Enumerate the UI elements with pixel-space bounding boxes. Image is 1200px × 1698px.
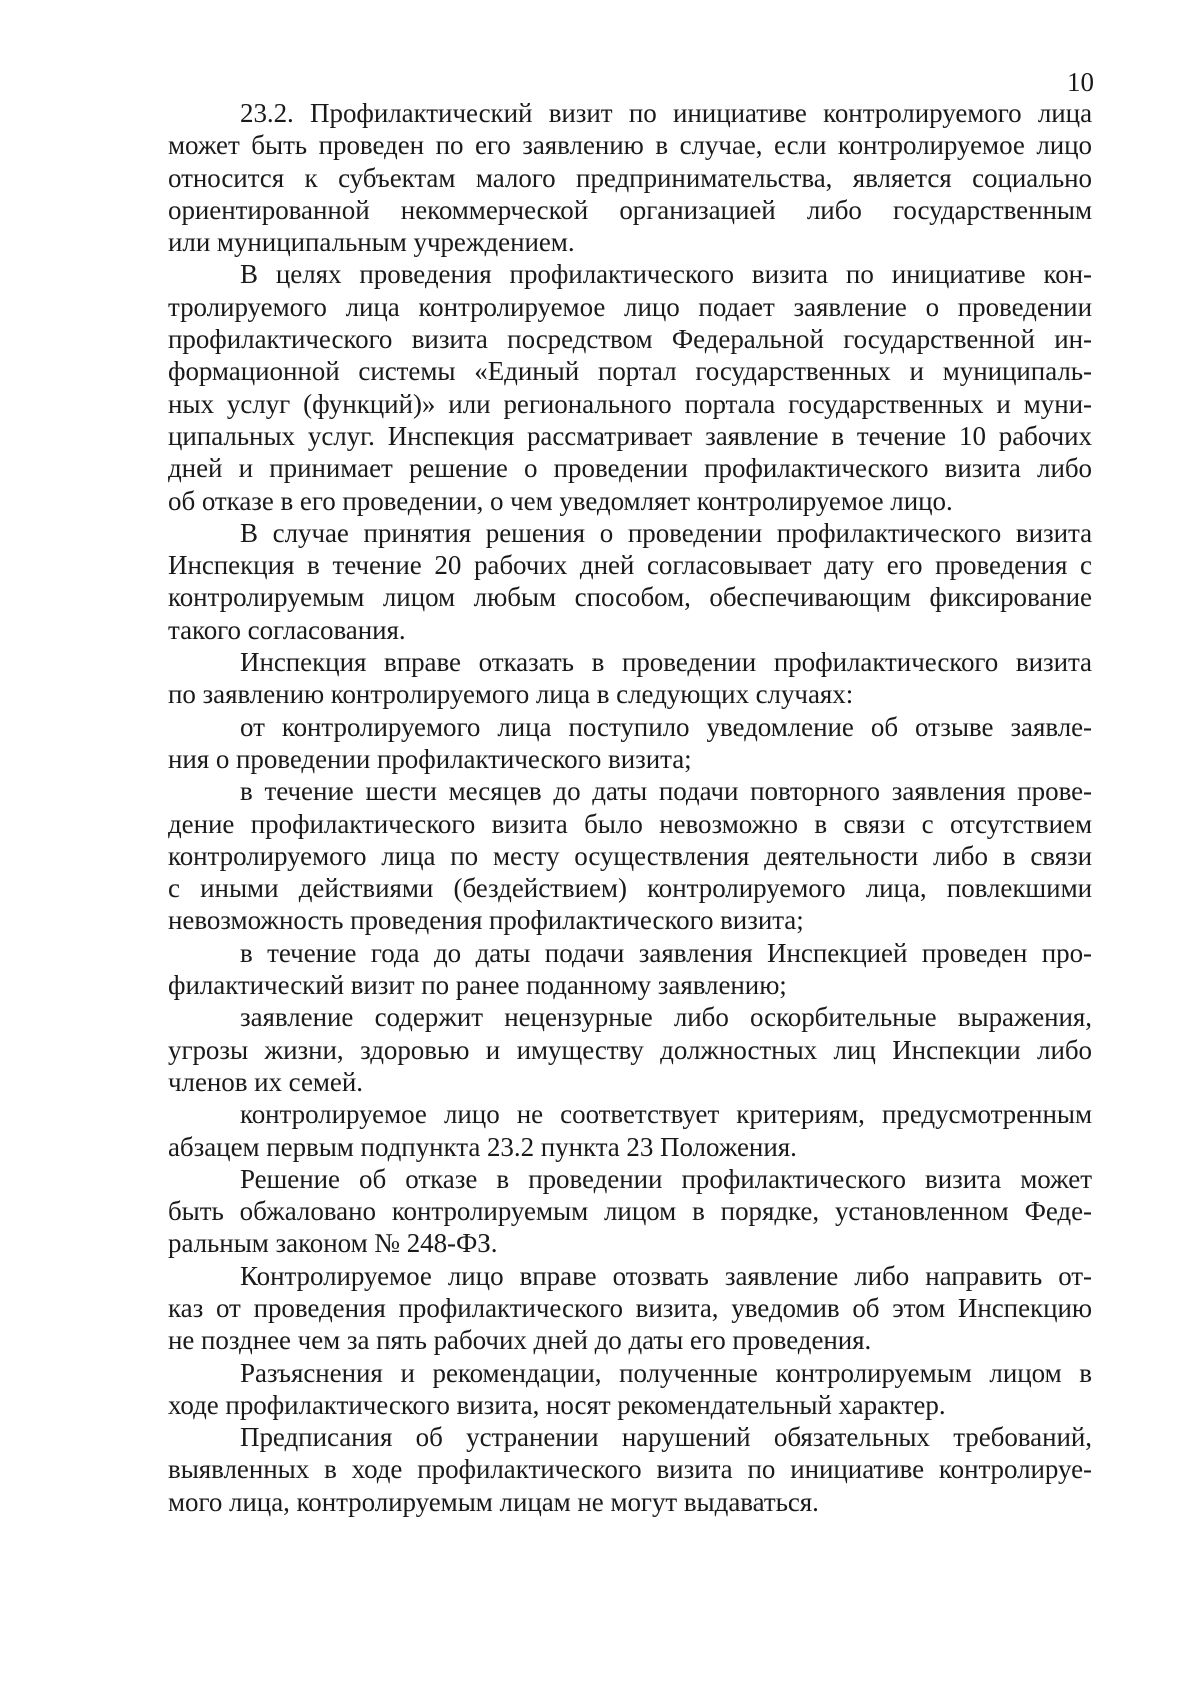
text-line: ния о проведении профилактического визита; (168, 743, 692, 774)
paragraph (168, 646, 1092, 711)
text-line: угрозы жизни, здоровью и имуществу должностных лиц Инспекции либо (168, 1034, 1092, 1065)
text-line: ральным законом № 248-ФЗ. (168, 1228, 498, 1259)
text-line: абзацем первым подпункта 23.2 пункта 23 Положения. (168, 1131, 797, 1162)
text-line: контролируемое лицо не соответствует критериям, предусмотренным (240, 1099, 1092, 1130)
text-line: В случае принятия решения о проведении профилактического визита (240, 517, 1092, 548)
text-line: В целях проведения профилактического визита по инициативе кон- (240, 259, 1092, 290)
text-line: членов их семей. (168, 1066, 363, 1097)
document-body (168, 97, 1092, 1518)
paragraph (168, 1098, 1092, 1163)
text-line: каз от проведения профилактического визита, уведомив об этом Инспекцию (168, 1292, 1092, 1323)
text-line: или муниципальным учреждением. (168, 227, 575, 258)
text-line: Инспекция в течение 20 рабочих дней согласовывает дату его проведения с (168, 550, 1092, 581)
text-line: Разъяснения и рекомендации, полученные контролируемым лицом в (240, 1357, 1092, 1388)
paragraph (168, 258, 1092, 516)
text-line: Решение об отказе в проведении профилактического визита может (240, 1163, 1092, 1194)
text-line: ориентированной некоммерческой организацией либо государственным (168, 194, 1092, 225)
text-line: формационной системы «Единый портал государственных и муниципаль- (168, 356, 1092, 387)
paragraph (168, 937, 1092, 1002)
text-line: филактический визит по ранее поданному заявлению; (168, 970, 787, 1001)
text-line: не позднее чем за пять рабочих дней до даты его проведения. (168, 1325, 872, 1356)
paragraph (168, 775, 1092, 936)
text-line: быть обжаловано контролируемым лицом в порядке, установленном Феде- (168, 1196, 1092, 1227)
text-line: Инспекция вправе отказать в проведении профилактического визита (240, 647, 1092, 678)
paragraph (168, 1001, 1092, 1098)
text-line: дней и принимает решение о проведении профилактического визита либо (168, 453, 1092, 484)
text-line: контролируемым лицом любым способом, обеспечивающим фиксирование (168, 582, 1092, 613)
page-number: 10 (1067, 67, 1094, 97)
text-line: Предписания об устранении нарушений обязательных требований, (240, 1422, 1092, 1453)
text-line: в течение шести месяцев до даты подачи повторного заявления прове- (240, 776, 1092, 807)
text-line: тролируемого лица контролируемое лицо подает заявление о проведении (168, 291, 1092, 322)
paragraph (168, 1163, 1092, 1260)
text-line: ходе профилактического визита, носят рекомендательный характер. (168, 1389, 946, 1420)
paragraph (168, 711, 1092, 776)
text-line: Контролируемое лицо вправе отозвать заявление либо направить от- (240, 1260, 1092, 1291)
text-line: с иными действиями (бездействием) контролируемого лица, повлекшими (168, 873, 1092, 904)
text-line: по заявлению контролируемого лица в следующих случаях: (168, 679, 854, 710)
text-line: контролируемого лица по месту осуществления деятельности либо в связи (168, 840, 1092, 871)
text-line: в течение года до даты подачи заявления Инспекцией проведен про- (240, 937, 1092, 968)
text-line: невозможность проведения профилактического визита; (168, 905, 804, 936)
text-line: от контролируемого лица поступило уведомление об отзыве заявле- (240, 711, 1092, 742)
text-line: дение профилактического визита было невозможно в связи с отсутствием (168, 808, 1092, 839)
paragraph (168, 1357, 1092, 1422)
text-line: профилактического визита посредством Федеральной государственной ин- (168, 324, 1092, 355)
text-line: относится к субъектам малого предпринимательства, является социально (168, 162, 1092, 193)
text-line: заявление содержит нецензурные либо оскорбительные выражения, (240, 1002, 1092, 1033)
text-line: 23.2. Профилактический визит по инициативе контролируемого лица (240, 98, 1092, 128)
text-line: мого лица, контролируемым лицам не могут выдаваться. (168, 1486, 819, 1517)
paragraph (168, 517, 1092, 646)
text-line: выявленных в ходе профилактического визита по инициативе контролируе- (168, 1454, 1092, 1485)
paragraph (168, 1421, 1092, 1518)
text-line: ных услуг (функций)» или регионального портала государственных и муни- (168, 388, 1092, 419)
paragraph (168, 97, 1092, 258)
text-line: ципальных услуг. Инспекция рассматривает заявление в течение 10 рабочих (168, 420, 1092, 451)
paragraph (168, 1260, 1092, 1357)
text-line: может быть проведен по его заявлению в случае, если контролируемое лицо (168, 130, 1092, 161)
text-line: такого согласования. (168, 614, 406, 645)
text-line: об отказе в его проведении, о чем уведомляет контролируемое лицо. (168, 485, 953, 516)
